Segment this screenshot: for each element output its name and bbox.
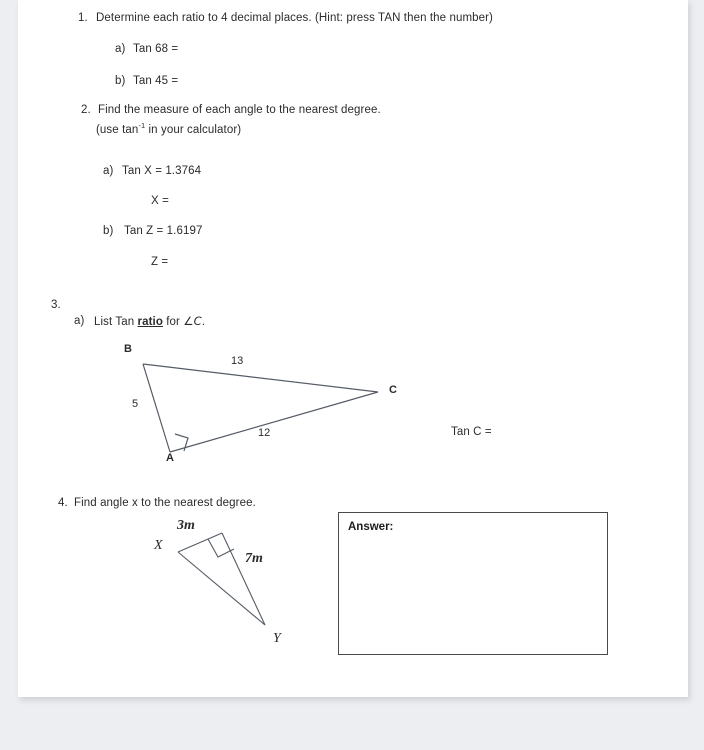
q3-prompt-ratio: ratio	[137, 316, 163, 328]
question-2-prompt: Find the measure of each angle to the nearest degree.	[98, 104, 381, 116]
question-2a-text: Tan X = 1.3764	[122, 165, 202, 177]
triangle-abc-vertex-label-c: C	[389, 384, 397, 396]
question-1-prompt: Determine each ratio to 4 decimal places. (Hint: press TAN then the number)	[96, 12, 493, 24]
right-angle-mark-a	[175, 434, 188, 451]
question-2a-label: a)	[103, 165, 114, 177]
triangle-abc-side-label-12: 12	[258, 427, 271, 439]
triangle-abc-side-ac	[170, 392, 378, 452]
question-3a-label: a)	[74, 315, 85, 327]
question-3-number: 3.	[51, 299, 61, 311]
question-2a-answer-line: X =	[151, 195, 169, 207]
triangle-xy-vertex-label-x: X	[154, 538, 163, 553]
triangle-xy-side-3m	[178, 533, 222, 552]
q3-prompt-end: .	[201, 316, 206, 328]
triangle-abc-side-bc	[143, 364, 378, 392]
q3-prompt-pre: List Tan	[94, 316, 138, 328]
question-1b-label: b)	[115, 75, 126, 87]
question-2b-answer-line: Z =	[151, 256, 169, 268]
angle-c-symbol: ∠C	[183, 314, 202, 328]
question-4-prompt: Find angle x to the nearest degree.	[74, 497, 256, 509]
triangle-abc-side-label-5: 5	[132, 398, 139, 410]
triangle-abc-vertex-label-a: A	[166, 452, 174, 464]
question-2-prompt-post: in your calculator)	[145, 123, 242, 136]
question-2b-label: b)	[103, 225, 114, 237]
answer-box[interactable]	[338, 512, 608, 655]
question-2-number: 2.	[81, 104, 91, 116]
question-3a-prompt	[94, 314, 205, 330]
triangle-xy-side-label-7m: 7m	[245, 551, 263, 566]
triangle-abc-vertex-label-b: B	[124, 343, 132, 355]
question-3-tan-c-answer-prompt: Tan C =	[451, 426, 492, 438]
question-2-prompt-line2	[96, 118, 241, 138]
question-1-number: 1.	[78, 12, 88, 24]
q3-prompt-post: for	[162, 316, 184, 328]
question-4-number: 4.	[58, 497, 68, 509]
question-1b-text: Tan 45 =	[133, 75, 179, 87]
triangle-abc-side-label-13: 13	[231, 355, 244, 367]
right-angle-mark-top	[208, 539, 234, 557]
triangle-xy-side-7m	[222, 533, 265, 625]
question-2-prompt-pre: (use tan	[96, 123, 139, 136]
inverse-exponent: -1	[138, 121, 146, 130]
worksheet-page	[18, 0, 688, 697]
question-2b-text: Tan Z = 1.6197	[124, 225, 203, 237]
question-1a-label: a)	[115, 43, 126, 55]
triangle-xy-side-label-3m: 3m	[177, 518, 195, 533]
question-1a-text: Tan 68 =	[133, 43, 179, 55]
triangle-xy-vertex-label-y: Y	[273, 631, 281, 646]
answer-box-label: Answer:	[348, 521, 394, 533]
triangle-abc-side-ab	[143, 364, 170, 452]
